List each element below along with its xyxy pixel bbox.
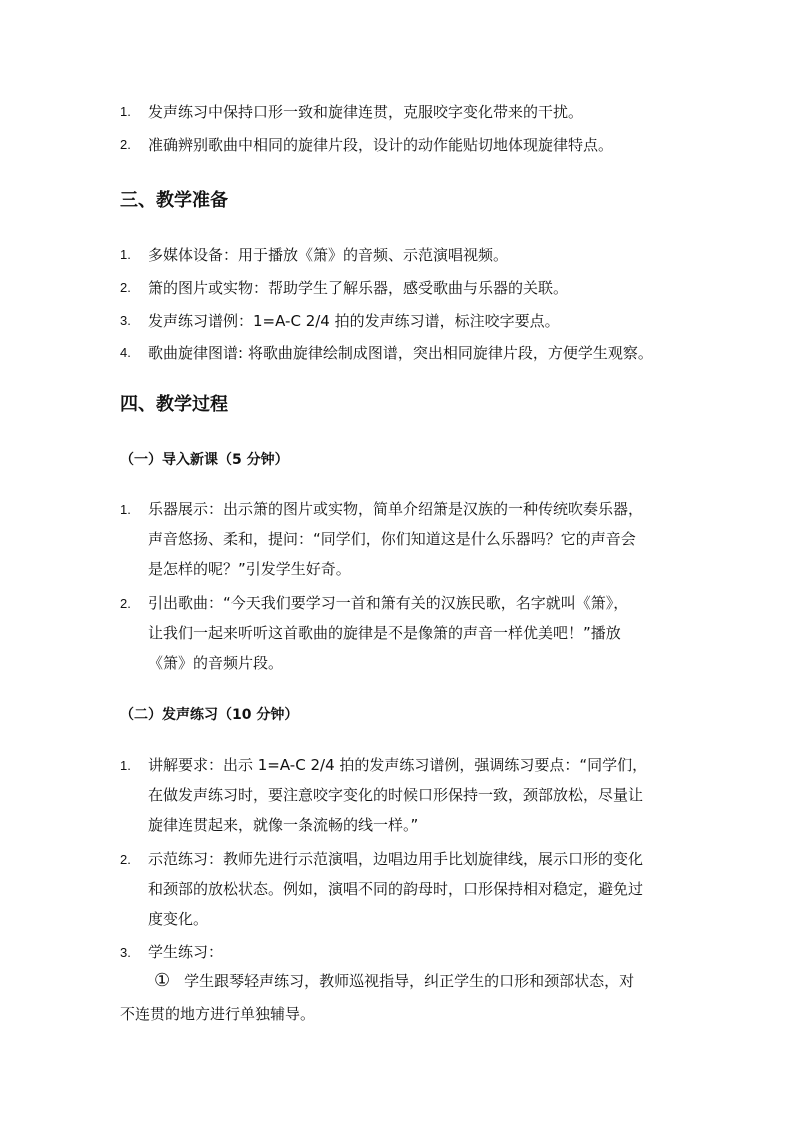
list-number: 1. [120,104,131,119]
list-item-text: 度变化。 [148,910,209,928]
list-item-text: 歌曲旋律图谱: 将歌曲旋律绘制成图谱，突出相同旋律片段，方便学生观察。 [148,344,653,362]
list-number: 2. [120,852,131,867]
list-item-text: 学生练习： [148,943,224,961]
list-number: 2. [120,137,131,152]
list-item-text: 声音悠扬、柔和，提问：“同学们，你们知道这是什么乐器吗？它的声音会 [148,530,636,548]
list-item-text: 引出歌曲：“今天我们要学习一首和箫有关的汉族民歌，名字就叫《箫》， [148,594,629,612]
list-number: 4. [120,345,131,360]
circled-number-one: ① [154,970,171,991]
list-number: 2. [120,596,131,611]
list-item-text: 讲解要求：出示 1=A-C 2/4 拍的发声练习谱例，强调练习要点：“同学们， [148,756,648,774]
section-heading-process: 四、教学过程 [120,394,228,415]
list-item-text: 多媒体设备：用于播放《箫》的音频、示范演唱视频。 [148,246,509,264]
list-number: 2. [120,280,131,295]
list-number: 1. [120,758,131,773]
list-item-text: 发声练习中保持口形一致和旋律连贯，克服咬字变化带来的干扰。 [148,103,584,121]
section-heading-preparation: 三、教学准备 [120,190,228,211]
circled-paragraph-continuation: 不连贯的地方进行单独辅导。 [120,1005,316,1023]
subsection-heading-vocal-practice: （二）发声练习（10 分钟） [120,707,299,723]
list-item-text: 让我们一起来听听这首歌曲的旋律是不是像箫的声音一样优美吧！”播放 [148,624,621,642]
subsection-heading-intro: （一）导入新课（5 分钟） [120,452,289,468]
list-item-text: 箫的图片或实物：帮助学生了解乐器，感受歌曲与乐器的关联。 [148,279,569,297]
list-number: 3. [120,313,131,328]
list-item-text: 和颈部的放松状态。例如，演唱不同的韵母时，口形保持相对稳定，避免过 [148,880,644,898]
list-item-text: 旋律连贯起来，就像一条流畅的线一样。” [148,816,419,834]
list-item-text: 《箫》的音频片段。 [148,654,284,672]
list-number: 3. [120,945,131,960]
list-item-text: 准确辨别歌曲中相同的旋律片段，设计的动作能贴切地体现旋律特点。 [148,136,614,154]
list-item-text: 示范练习：教师先进行示范演唱，边唱边用手比划旋律线，展示口形的变化 [148,850,644,868]
list-number: 1. [120,247,131,262]
list-item-text: 发声练习谱例：1=A-C 2/4 拍的发声练习谱，标注咬字要点。 [148,312,560,330]
list-number: 1. [120,502,131,517]
list-item-text: 乐器展示：出示箫的图片或实物，简单介绍箫是汉族的一种传统吹奏乐器， [148,500,644,518]
paragraph-text: 学生跟琴轻声练习，教师巡视指导，纠正学生的口形和颈部状态，对 [184,972,635,990]
list-item-text: 在做发声练习时，要注意咬字变化的时候口形保持一致，颈部放松，尽量让 [148,786,644,804]
list-item-text: 是怎样的呢？”引发学生好奇。 [148,560,351,578]
circled-paragraph-first-line [154,970,634,991]
